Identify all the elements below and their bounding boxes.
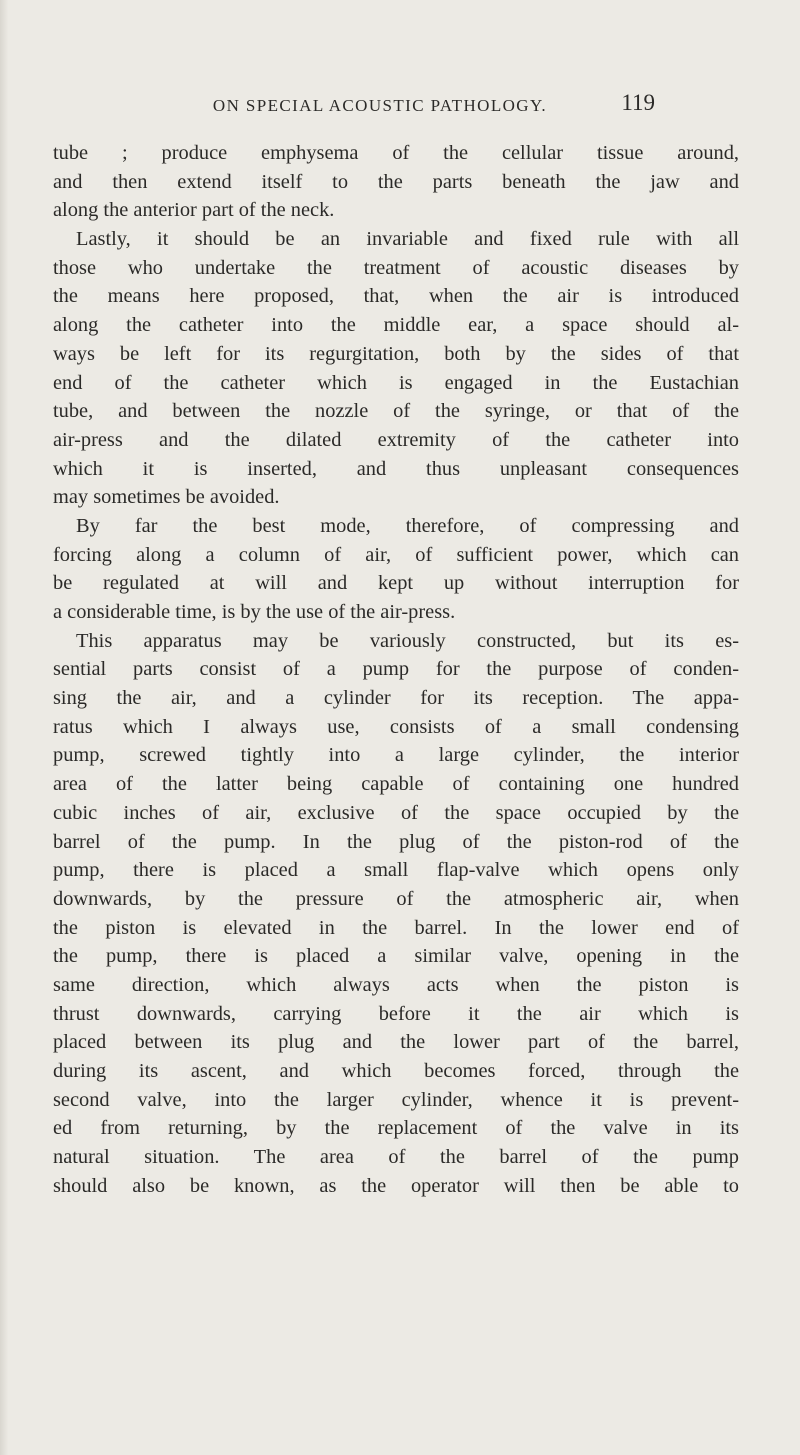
text-line: those who undertake the treatment of acoustic diseases by — [53, 256, 739, 279]
text-line: natural situation. The area of the barrel of the pump — [53, 1146, 739, 1169]
text-line: ways be left for its regurgitation, both by the sides of that — [53, 342, 739, 365]
text-line: should also be known, as the operator will then be able to — [53, 1174, 739, 1197]
body-text — [53, 139, 739, 1200]
text-line: tube ; produce emphysema of the cellular tissue around, — [53, 142, 739, 164]
text-line: be regulated at will and kept up without interruption for — [53, 572, 739, 595]
text-line: ed from returning, by the replacement of the valve in its — [53, 1117, 739, 1140]
text-line: same direction, which always acts when the piston is — [53, 973, 739, 996]
text-line: during its ascent, and which becomes forced, through the — [53, 1060, 739, 1082]
text-line: Lastly, it should be an invariable and fixed rule with all — [76, 228, 739, 251]
text-line: which it is inserted, and thus unpleasant consequences — [53, 457, 739, 480]
text-line: the pump, there is placed a similar valve, opening in the — [53, 945, 739, 968]
text-line: forcing along a column of air, of sufficient power, which can — [53, 543, 739, 566]
text-line: end of the catheter which is engaged in the Eustachian — [53, 371, 739, 394]
text-line: and then extend itself to the parts beneath the jaw and — [53, 170, 739, 193]
text-line: along the catheter into the middle ear, a space should al- — [53, 314, 739, 337]
page-edge — [0, 0, 8, 1455]
text-line: along the anterior part of the neck. — [53, 199, 335, 222]
text-line: tube, and between the nozzle of the syringe, or that of the — [53, 400, 739, 423]
text-line: air-press and the dilated extremity of the catheter into — [53, 428, 739, 451]
text-line: pump, screwed tightly into a large cylinder, the interior — [53, 744, 739, 767]
text-line: downwards, by the pressure of the atmospheric air, when — [53, 887, 739, 910]
text-line: cubic inches of air, exclusive of the space occupied by the — [53, 801, 739, 824]
running-head — [145, 90, 655, 120]
text-line: sential parts consist of a pump for the purpose of conden- — [53, 658, 739, 681]
text-line: By far the best mode, therefore, of compressing and — [76, 514, 739, 537]
text-line: ratus which I always use, consists of a small condensing — [53, 715, 739, 738]
text-line: may sometimes be avoided. — [53, 486, 280, 509]
text-line: barrel of the pump. In the plug of the piston-rod of the — [53, 830, 739, 853]
text-line: thrust downwards, carrying before it the air which is — [53, 1002, 739, 1025]
text-line: This apparatus may be variously constructed, but its es- — [76, 629, 739, 652]
text-line: second valve, into the larger cylinder, whence it is prevent- — [53, 1088, 739, 1111]
text-line: sing the air, and a cylinder for its reception. The appa- — [53, 687, 739, 710]
text-line: pump, there is placed a small flap-valve which opens only — [53, 859, 739, 882]
text-line: the means here proposed, that, when the air is introduced — [53, 285, 739, 308]
text-line: placed between its plug and the lower part of the barrel, — [53, 1031, 739, 1054]
text-line: the piston is elevated in the barrel. In the lower end of — [53, 916, 739, 939]
text-line: a considerable time, is by the use of the air-press. — [53, 601, 456, 623]
page-number: 119 — [621, 90, 655, 115]
text-line: area of the latter being capable of containing one hundred — [53, 773, 739, 796]
running-title: ON SPECIAL ACOUSTIC PATHOLOGY. — [212, 96, 548, 115]
